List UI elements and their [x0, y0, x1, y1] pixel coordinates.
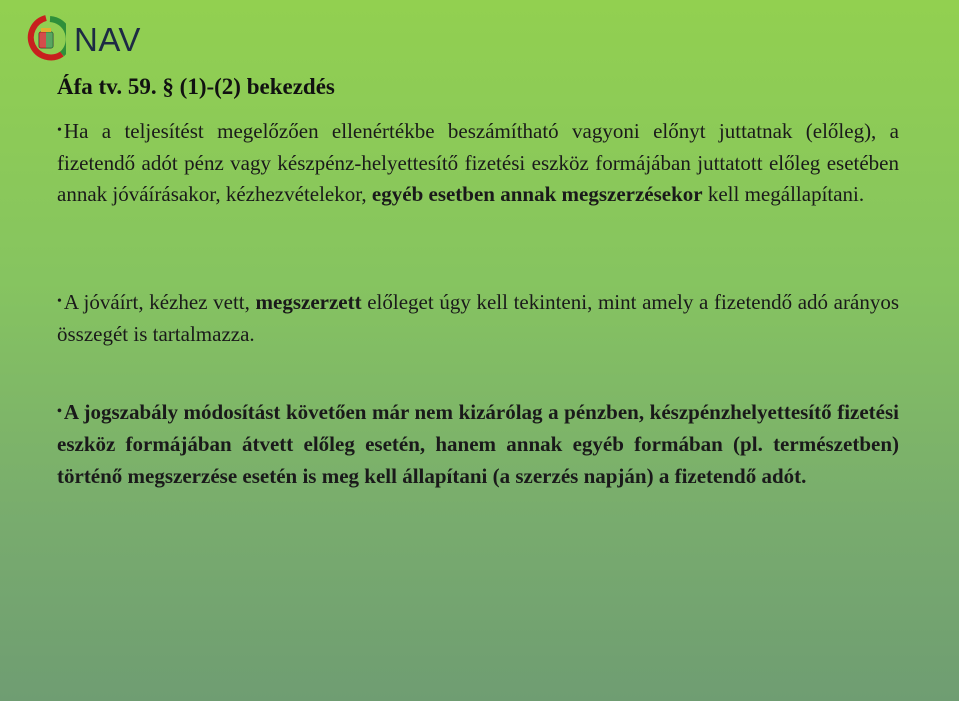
paragraph-3	[57, 396, 899, 492]
bullet: •	[57, 123, 62, 138]
nav-logo	[26, 14, 141, 66]
nav-emblem-icon	[26, 14, 66, 66]
paragraph-2	[57, 286, 899, 350]
paragraph-1-text-end: kell megállapítani.	[702, 182, 865, 206]
bullet: •	[57, 294, 62, 309]
slide-title: Áfa tv. 59. § (1)-(2) bekezdés	[57, 74, 335, 99]
paragraph-1-text: Ha a teljesítést megelőzően ellenértékbe beszámítható vagyoni előnyt juttatnak (előleg), a fizetendő adót pénz vagy készpénz-helyettesítő fizetési eszköz formájában juttatott előleg esetében annak jóváírásakor, kézhezvételekor,	[57, 119, 899, 206]
paragraph-2-text: A jóváírt, kézhez vett,	[63, 290, 256, 314]
paragraph-1-bold: egyéb esetben annak megszerzésekor	[371, 182, 703, 206]
paragraph-2-bold: megszerzett	[255, 290, 362, 314]
paragraph-2-text-end: előleget úgy kell tekinteni, mint amely a fizetendő adó arányos összegét is tartalmazza.	[57, 290, 899, 346]
bullet: •	[57, 404, 62, 419]
paragraph-3-text: A jogszabály módosítást követően már nem kizárólag a pénzben, készpénzhelyettesítő fizetési eszköz formájában átvett előleg esetén, hanem annak egyéb formában (pl. természetben) történő megszerzése esetén is meg kell állapítani (a szerzés napján) a fizetendő adót.	[57, 400, 899, 488]
logo-text: NAV	[74, 21, 141, 58]
paragraph-1	[57, 115, 899, 211]
